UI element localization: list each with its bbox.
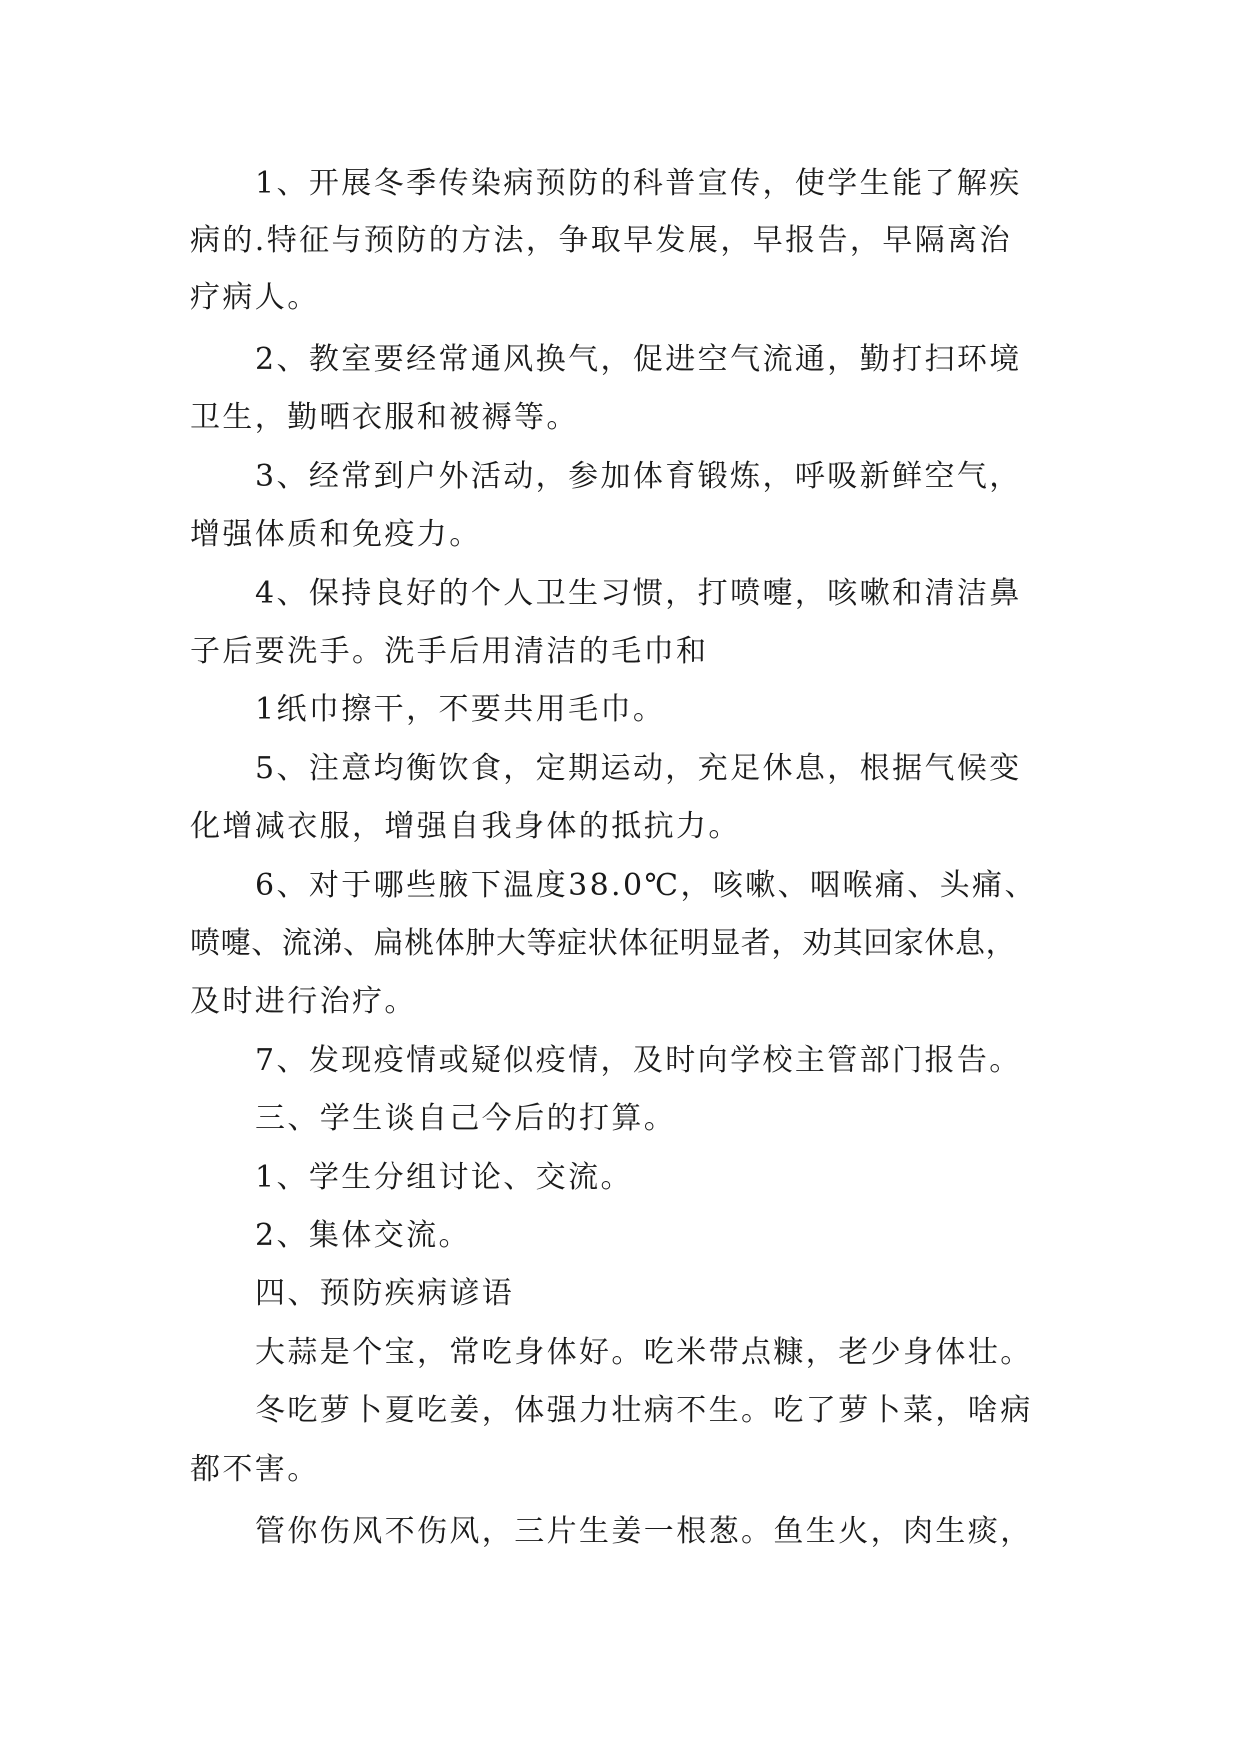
paragraph-line-10: 1纸巾擦干，不要共用毛巾。 — [255, 692, 666, 727]
paragraph-line-9: 子后要洗手。洗手后用清洁的毛巾和 — [190, 634, 709, 669]
paragraph-line-16: 7、发现疫情或疑似疫情，及时向学校主管部门报告。 — [255, 1043, 1022, 1078]
paragraph-line-18: 1、学生分组讨论、交流。 — [255, 1160, 633, 1195]
paragraph-line-2: 病的.特征与预防的方法，争取早发展，早报告，早隔离治 — [190, 223, 1012, 258]
paragraph-line-4: 2、教室要经常通风换气，促进空气流通，勤打扫环境 — [255, 342, 1022, 377]
paragraph-line-14: 喷嚏、流涕、扁桃体肿大等症状体征明显者，劝其回家休息， — [190, 926, 1017, 961]
proverb-line-1: 大蒜是个宝，常吃身体好。吃米带点糠，老少身体壮。 — [255, 1335, 1033, 1370]
paragraph-line-6: 3、经常到户外活动，参加体育锻炼，呼吸新鲜空气， — [255, 459, 1022, 494]
paragraph-line-13: 6、对于哪些腋下温度38.0℃，咳嗽、咽喉痛、头痛、 — [255, 868, 1037, 903]
proverb-line-4: 管你伤风不伤风，三片生姜一根葱。鱼生火，肉生痰， — [255, 1514, 1033, 1549]
section-heading-4: 四、预防疾病谚语 — [255, 1276, 515, 1311]
paragraph-line-19: 2、集体交流。 — [255, 1218, 471, 1253]
paragraph-line-8: 4、保持良好的个人卫生习惯，打喷嚏，咳嗽和清洁鼻 — [255, 576, 1022, 611]
paragraph-line-11: 5、注意均衡饮食，定期运动，充足休息，根据气候变 — [255, 751, 1022, 786]
paragraph-line-3: 疗病人。 — [190, 280, 320, 315]
paragraph-line-7: 增强体质和免疫力。 — [190, 517, 482, 552]
paragraph-line-12: 化增减衣服，增强自我身体的抵抗力。 — [190, 809, 741, 844]
proverb-line-2: 冬吃萝卜夏吃姜，体强力壮病不生。吃了萝卜菜，啥病 — [255, 1393, 1033, 1428]
paragraph-line-1: 1、开展冬季传染病预防的科普宣传，使学生能了解疾 — [255, 166, 1022, 201]
proverb-line-3: 都不害。 — [190, 1452, 320, 1487]
paragraph-line-15: 及时进行治疗。 — [190, 984, 417, 1019]
paragraph-line-5: 卫生，勤晒衣服和被褥等。 — [190, 400, 579, 435]
section-heading-3: 三、学生谈自己今后的打算。 — [255, 1101, 677, 1136]
